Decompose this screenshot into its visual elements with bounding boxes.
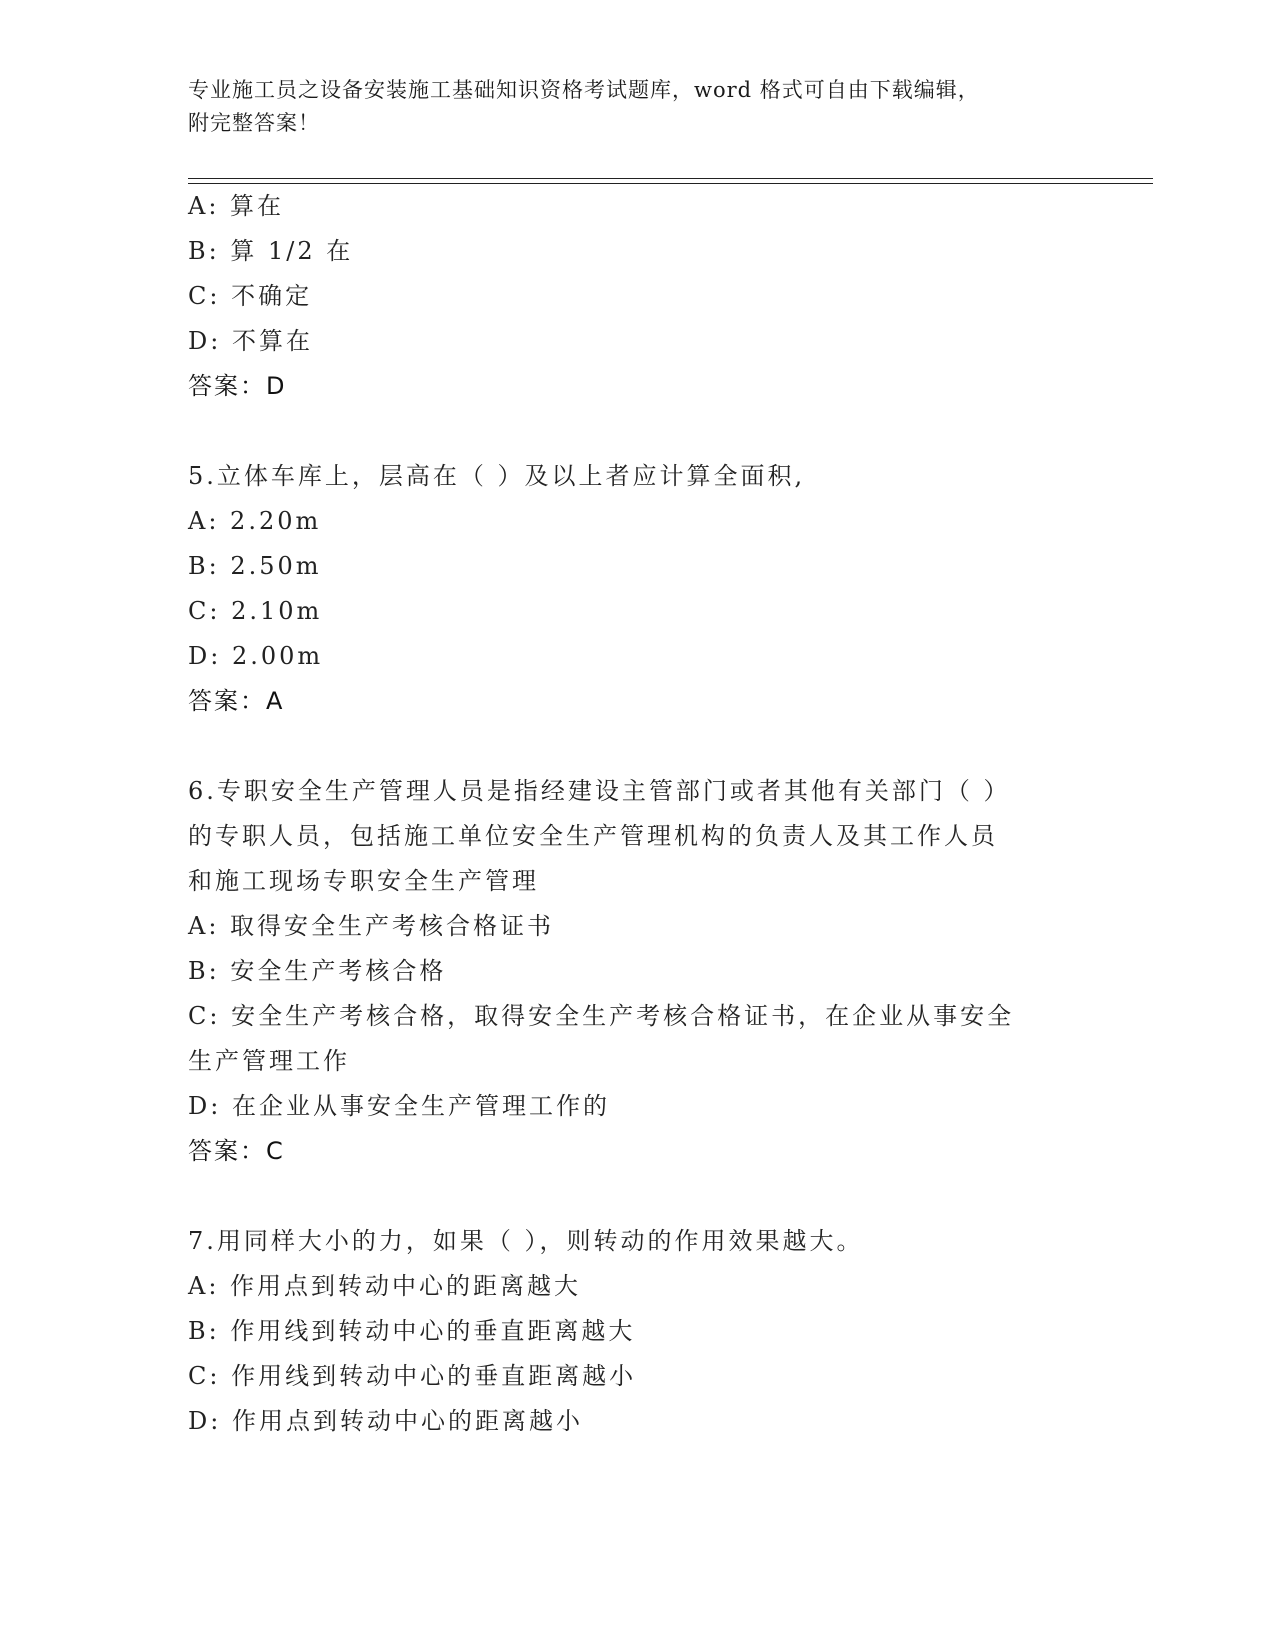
header-line-1: 专业施工员之设备安装施工基础知识资格考试题库，word 格式可自由下载编辑， — [188, 78, 980, 102]
q5-option-c: C: 2.10m — [188, 597, 323, 625]
document-header — [188, 74, 1088, 140]
q6-option-c: C: 安全生产考核合格，取得安全生产考核合格证书，在企业从事安全 — [188, 1002, 1015, 1030]
header-line-2: 附完整答案！ — [188, 111, 320, 135]
header-divider-top — [188, 178, 1153, 179]
q5-answer: 答案：A — [188, 687, 285, 715]
q7-option-c: C: 作用线到转动中心的垂直距离越小 — [188, 1362, 637, 1390]
q6-option-b: B: 安全生产考核合格 — [188, 957, 447, 985]
q4-answer: 答案：D — [188, 372, 287, 400]
q5-stem: 5.立体车库上，层高在（ ）及以上者应计算全面积, — [188, 462, 806, 490]
q4-option-c: C: 不确定 — [188, 282, 313, 310]
q6-answer: 答案：C — [188, 1137, 285, 1165]
q6-option-c-continued: 生产管理工作 — [188, 1047, 350, 1075]
q4-option-a: A: 算在 — [188, 192, 285, 220]
q4-option-b: B: 算 1/2 在 — [188, 237, 354, 265]
q7-option-a: A: 作用点到转动中心的距离越大 — [188, 1272, 582, 1300]
q6-option-d: D: 在企业从事安全生产管理工作的 — [188, 1092, 610, 1120]
q7-stem: 7.用同样大小的力，如果（ ），则转动的作用效果越大。 — [188, 1227, 864, 1255]
q6-stem-line-3: 和施工现场专职安全生产管理 — [188, 867, 539, 895]
q7-option-b: B: 作用线到转动中心的垂直距离越大 — [188, 1317, 636, 1345]
q5-option-d: D: 2.00m — [188, 642, 324, 670]
q7-option-d: D: 作用点到转动中心的距离越小 — [188, 1407, 583, 1435]
q6-stem-line-2: 的专职人员，包括施工单位安全生产管理机构的负责人及其工作人员 — [188, 822, 998, 850]
q4-option-d: D: 不算在 — [188, 327, 313, 355]
q5-option-a: A: 2.20m — [188, 507, 322, 535]
q5-option-b: B: 2.50m — [188, 552, 322, 580]
q6-option-a: A: 取得安全生产考核合格证书 — [188, 912, 555, 940]
q6-stem-line-1: 6.专职安全生产管理人员是指经建设主管部门或者其他有关部门（ ） — [188, 777, 1011, 805]
header-divider-bottom — [188, 183, 1153, 184]
